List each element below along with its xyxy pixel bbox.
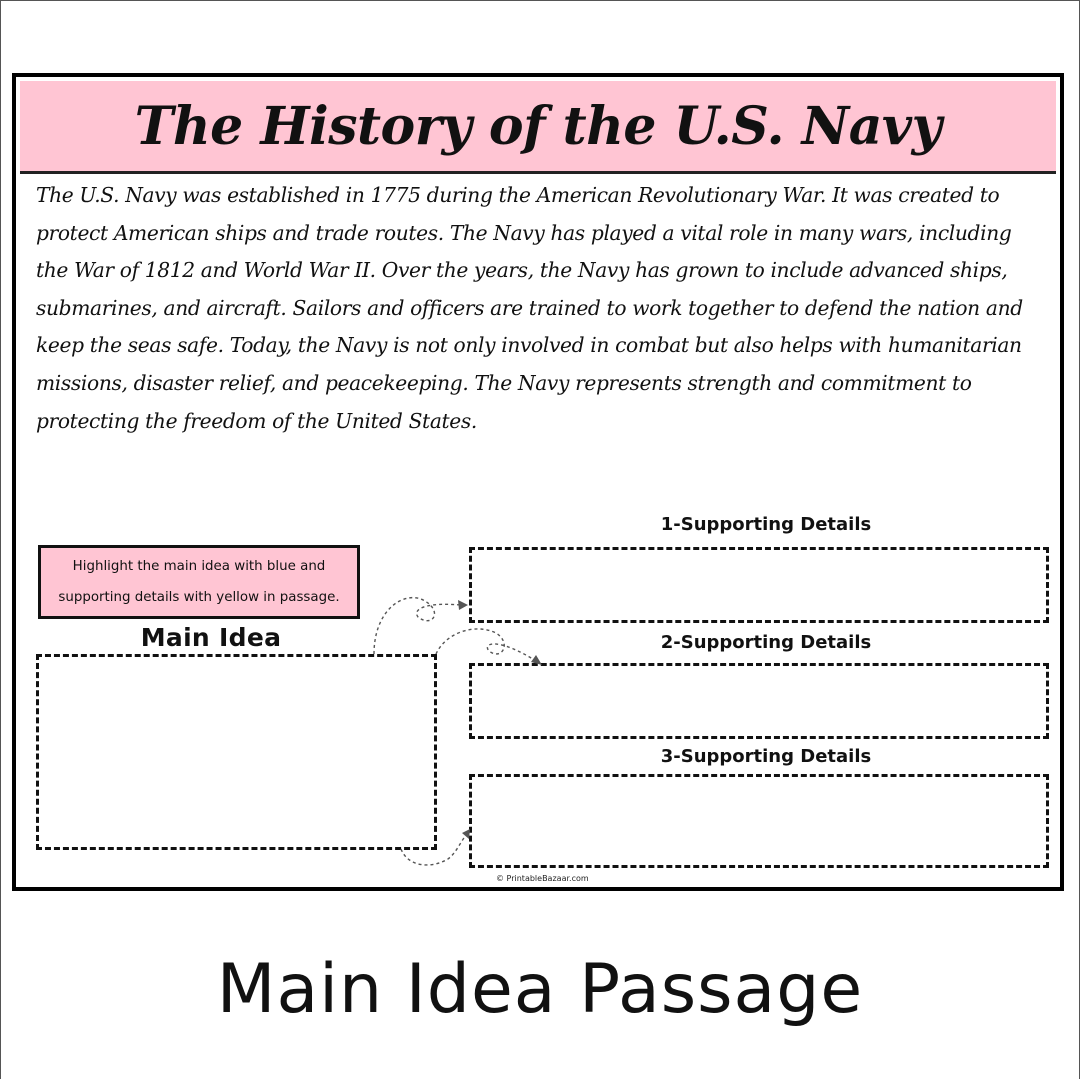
main-idea-answer-box[interactable] — [36, 654, 437, 850]
detail-label-1: 1-Supporting Details — [660, 514, 872, 535]
detail-label-2: 2-Supporting Details — [660, 632, 872, 653]
arrowhead-1 — [458, 600, 468, 610]
copyright-notice: © PrintableBazaar.com — [496, 874, 589, 883]
worksheet-title: The History of the U.S. Navy — [134, 95, 942, 157]
worksheet — [12, 73, 1064, 891]
reading-passage: The U.S. Navy was established in 1775 during the American Revolutionary War. It was created to protect American ships and trade routes. The Navy has played a vital role in many wars, including the War of 1812 and World War II. Over the years, the Navy has grown to include advanced ships, submarines, and aircraft. Sailors and officers are trained to work together to defend the nation and keep the seas safe. Today, the Navy is not only involved in combat but also helps with humanitarian missions, disaster relief, and peacekeeping. The Navy represents strength and commitment to protecting the freedom of the United States. — [36, 183, 1023, 433]
detail-label-3: 3-Supporting Details — [660, 746, 872, 767]
arrow-to-detail-1 — [374, 598, 461, 654]
main-idea-label: Main Idea — [140, 623, 282, 652]
instruction-box — [38, 545, 360, 619]
detail-answer-box-2[interactable] — [469, 663, 1049, 739]
title-band — [20, 81, 1056, 174]
arrow-to-detail-2 — [436, 629, 536, 661]
instruction-text: Highlight the main idea with blue and supporting details with yellow in passage. — [58, 559, 340, 605]
detail-answer-box-1[interactable] — [469, 547, 1049, 623]
product-caption: Main Idea Passage — [216, 950, 864, 1029]
detail-answer-box-3[interactable] — [469, 774, 1049, 868]
